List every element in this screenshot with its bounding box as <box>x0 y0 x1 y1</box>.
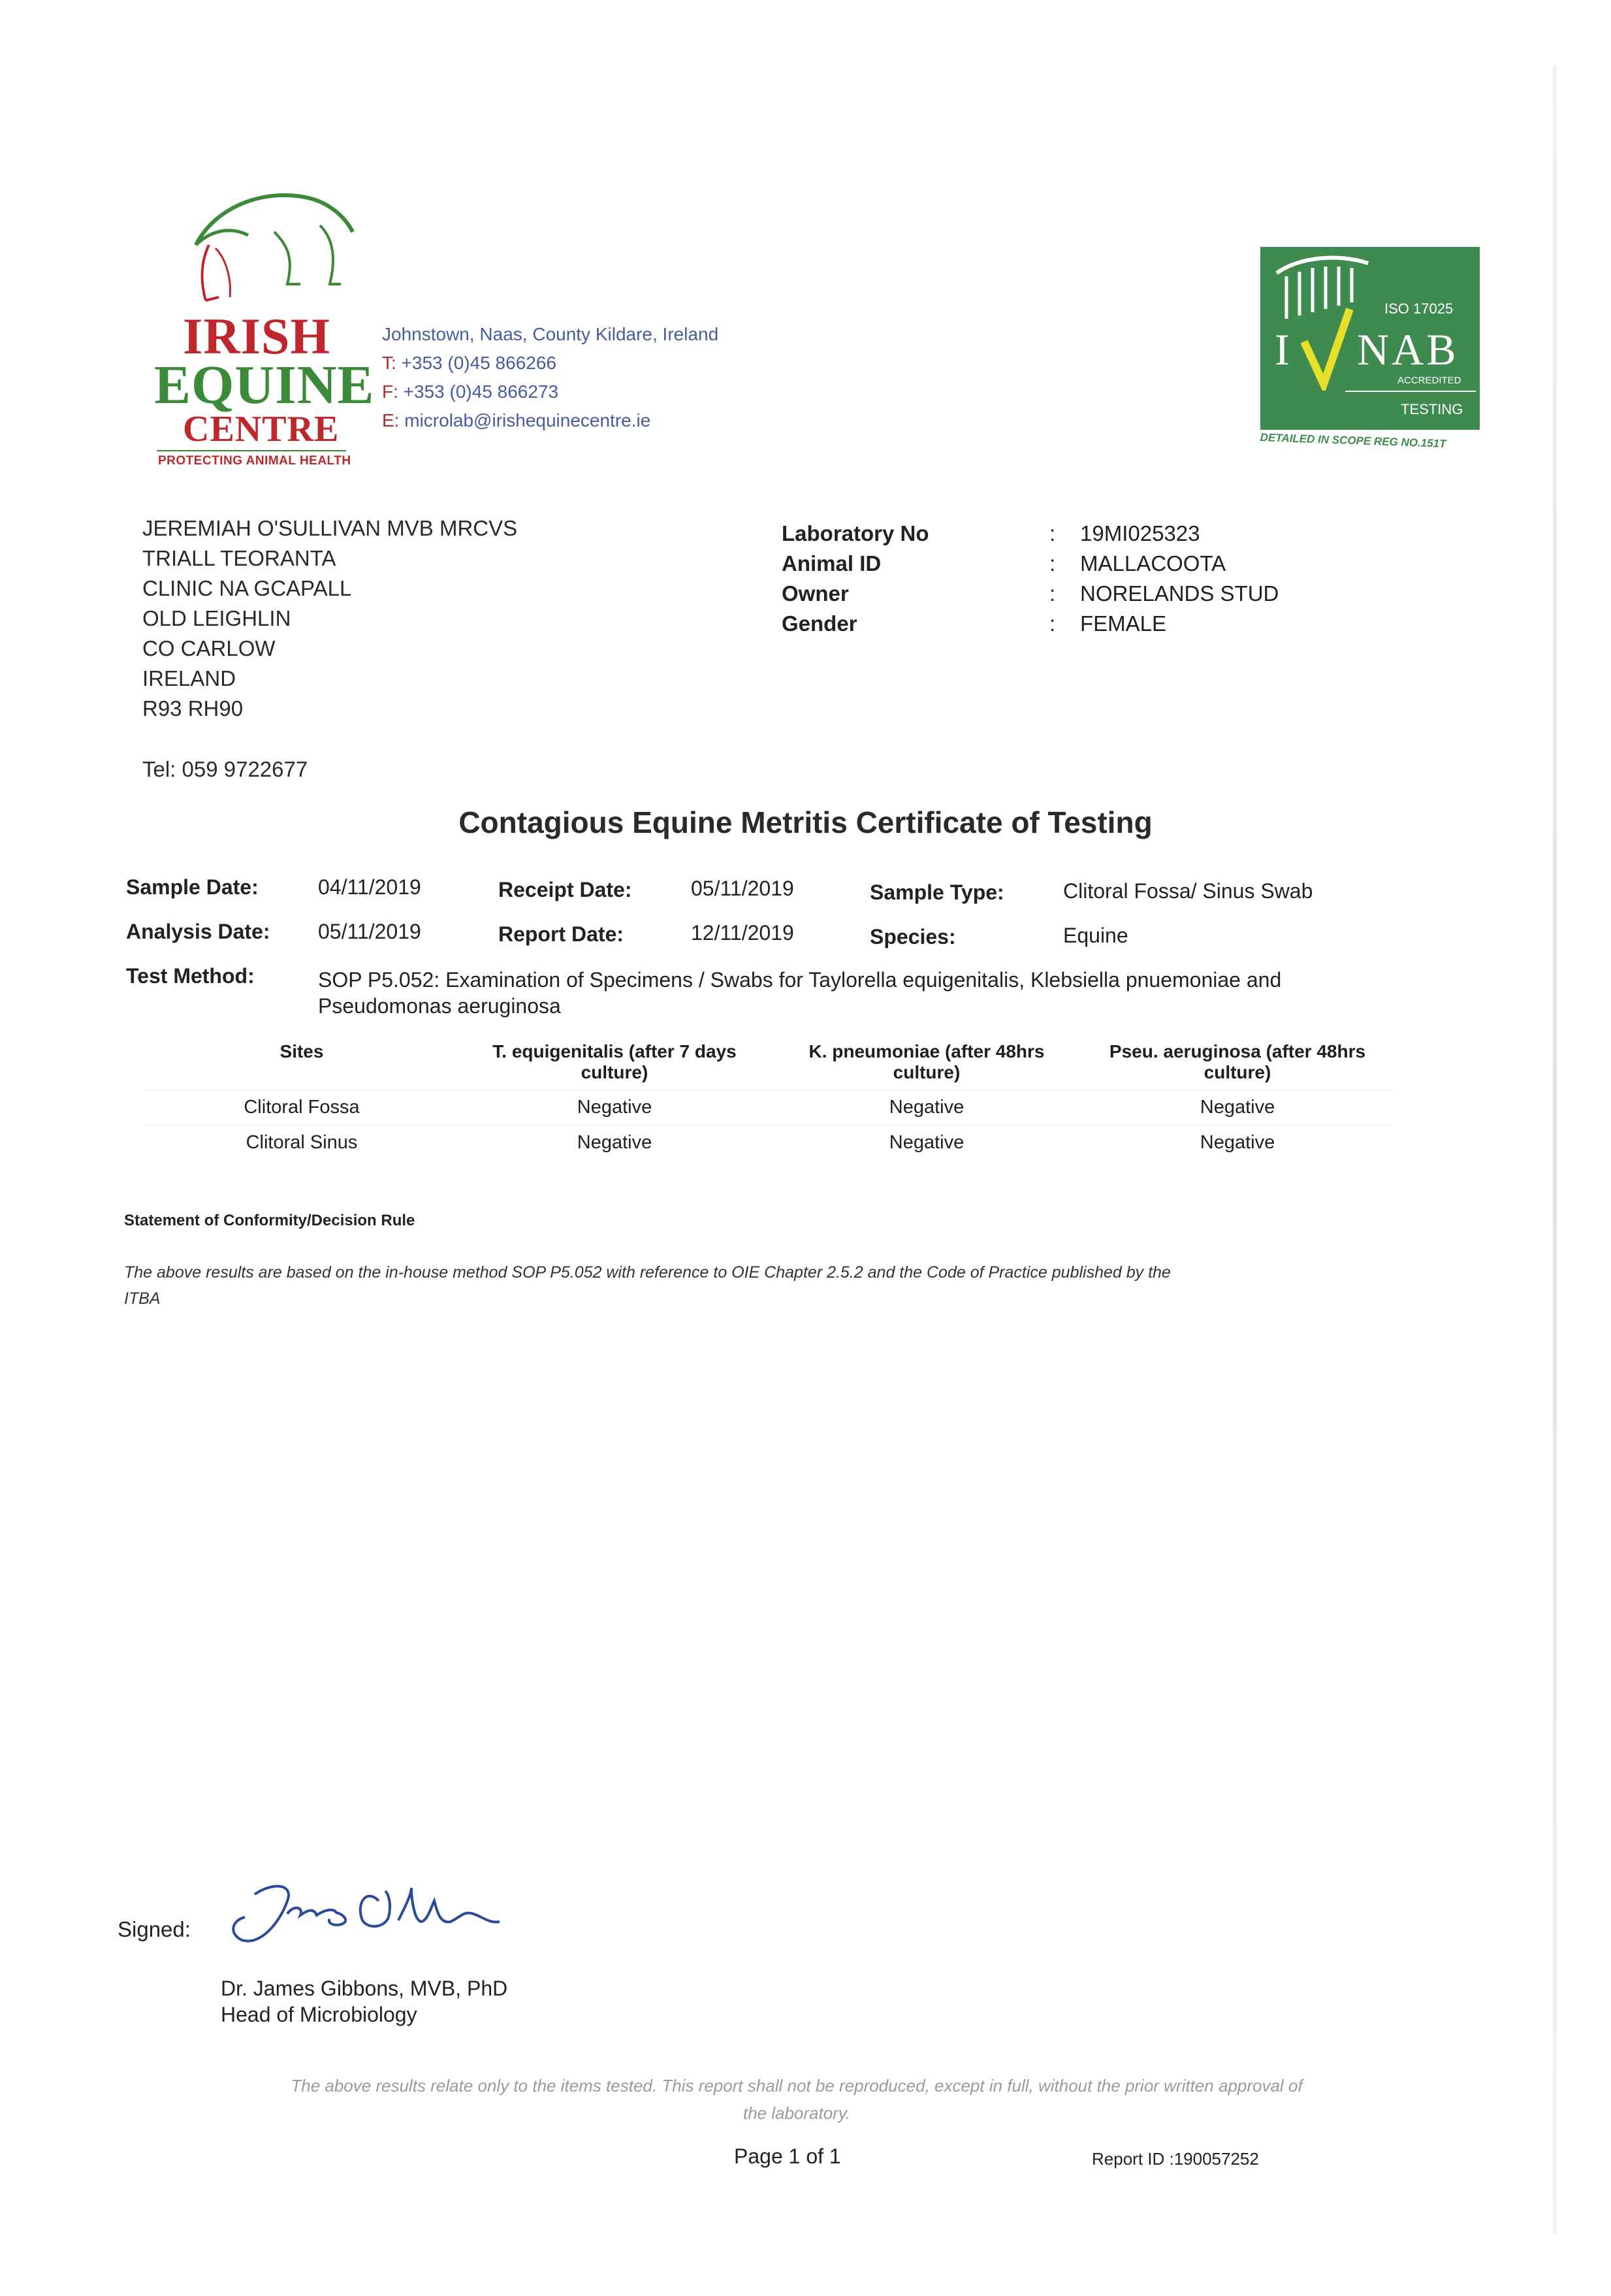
table-cell: Clitoral Fossa <box>145 1090 458 1125</box>
lab-info-sep: : <box>1049 581 1056 606</box>
lab-info-row <box>782 609 1500 639</box>
table-cell: Negative <box>458 1090 771 1125</box>
address-line: IRELAND <box>142 666 236 690</box>
results-table-wrap <box>145 1035 1392 1160</box>
conformity-line: The above results are based on the in-house method SOP P5.052 with reference to OIE Chapter 2.5.2 and the Code of Practice published by the <box>124 1263 1171 1282</box>
lab-info-label: Owner <box>782 581 849 606</box>
species-label: Species: <box>870 925 956 948</box>
address-line: TRIALL TEORANTA <box>142 546 336 570</box>
conformity-heading: Statement of Conformity/Decision Rule <box>124 1212 415 1229</box>
analysis-date-label: Analysis Date: <box>126 920 270 943</box>
table-header-row <box>145 1035 1392 1090</box>
address-line: CLINIC NA GCAPALL <box>142 576 352 600</box>
address-line: R93 RH90 <box>142 696 244 720</box>
phone-value: +353 (0)45 866266 <box>401 353 556 373</box>
address-line: OLD LEIGHLIN <box>142 606 291 630</box>
address-line: JEREMIAH O'SULLIVAN MVB MRCVS <box>142 516 518 540</box>
lab-info-block <box>782 519 1500 639</box>
email-value: microlab@irishequinecentre.ie <box>404 410 651 430</box>
lab-info-row <box>782 519 1500 549</box>
lab-address: Johnstown, Naas, County Kildare, Ireland <box>382 324 719 344</box>
species-value: Equine <box>1063 924 1128 947</box>
signed-label: Signed: <box>118 1917 191 1941</box>
logo-centre: CENTRE <box>183 409 340 449</box>
col-header-t-equigenitalis: T. equigenitalis (after 7 days culture) <box>458 1035 771 1090</box>
inab-accredited: ACCREDITED <box>1397 375 1461 386</box>
conformity-line: ITBA <box>124 1289 161 1308</box>
analysis-date-value: 05/11/2019 <box>318 920 421 943</box>
lab-info-sep: : <box>1049 551 1056 575</box>
lab-info-value: MALLACOOTA <box>1080 551 1226 575</box>
email-label: E: <box>382 410 400 430</box>
footer-disclaimer-line: the laboratory. <box>742 2103 851 2123</box>
table-cell: Negative <box>771 1090 1083 1125</box>
sample-type-label: Sample Type: <box>870 881 1004 904</box>
table-cell: Negative <box>458 1125 771 1161</box>
lab-info-value: NORELANDS STUD <box>1080 581 1279 606</box>
lab-info-label: Gender <box>782 611 857 636</box>
irish-equine-centre-logo <box>150 186 375 474</box>
lab-info-value: FEMALE <box>1080 611 1167 636</box>
page-number: Page 1 of 1 <box>734 2144 841 2168</box>
lab-phone <box>382 349 878 378</box>
horse-icon <box>170 186 366 310</box>
test-method-value <box>318 967 1428 1019</box>
col-header-pseu-aeruginosa: Pseu. aeruginosa (after 48hrs culture) <box>1083 1035 1392 1090</box>
lab-info-sep: : <box>1049 611 1056 636</box>
table-cell: Clitoral Sinus <box>145 1125 458 1161</box>
inab-check-icon <box>1301 306 1353 391</box>
inab-testing-rule <box>1345 391 1476 392</box>
col-header-sites: Sites <box>145 1035 458 1090</box>
fax-label: F: <box>382 381 398 402</box>
col-header-k-pneumoniae: K. pneumoniae (after 48hrs culture) <box>771 1035 1083 1090</box>
phone-label: T: <box>382 353 396 373</box>
signatory-title: Head of Microbiology <box>221 2003 417 2026</box>
logo-tagline-rule <box>157 450 346 451</box>
recipient-tel: Tel: 059 9722677 <box>142 757 308 781</box>
footer-disclaimer <box>183 2072 1411 2127</box>
footer-disclaimer-line: The above results relate only to the items tested. This report shall not be reproduced, except in full, without the prior written approval of <box>291 2076 1303 2095</box>
signatory-block <box>221 1975 507 2028</box>
inab-name-right: NAB <box>1357 325 1459 374</box>
fax-value: +353 (0)45 866273 <box>403 381 559 402</box>
lab-info-label: Animal ID <box>782 551 882 575</box>
logo-equine: EQUINE <box>154 355 375 415</box>
conformity-text <box>124 1259 1430 1312</box>
signatory-name: Dr. James Gibbons, MVB, PhD <box>221 1977 508 2000</box>
scan-edge <box>1553 65 1557 2234</box>
signature-image <box>215 1875 509 1966</box>
lab-info-sep: : <box>1049 521 1056 545</box>
lab-info-row <box>782 579 1500 609</box>
test-method-line: Pseudomonas aeruginosa <box>318 994 561 1018</box>
lab-info-label: Laboratory No <box>782 521 929 545</box>
report-date-value: 12/11/2019 <box>691 921 794 945</box>
lab-fax <box>382 378 878 406</box>
test-method-line: SOP P5.052: Examination of Specimens / Swabs for Taylorella equigenitalis, Klebsiella pnuemoniae and <box>318 968 1282 992</box>
report-date-label: Report Date: <box>498 922 624 946</box>
inab-name-left: I <box>1275 325 1290 374</box>
logo-tagline: PROTECTING ANIMAL HEALTH <box>158 454 351 468</box>
report-id: Report ID :190057252 <box>1092 2149 1259 2169</box>
lab-contact-block <box>382 320 878 435</box>
receipt-date-label: Receipt Date: <box>498 878 632 901</box>
recipient-address <box>142 513 730 724</box>
table-row <box>145 1090 1392 1125</box>
table-cell: Negative <box>1083 1090 1392 1125</box>
page-title: Contagious Equine Metritis Certificate of Testing <box>458 805 1153 839</box>
lab-email <box>382 406 878 435</box>
inab-iso: ISO 17025 <box>1384 300 1454 317</box>
receipt-date-value: 05/11/2019 <box>691 877 794 900</box>
lab-info-value: 19MI025323 <box>1080 521 1200 545</box>
test-method-label: Test Method: <box>126 964 255 988</box>
logo-irish: IRISH <box>183 308 331 364</box>
inab-testing: TESTING <box>1401 401 1463 417</box>
table-cell: Negative <box>1083 1125 1392 1161</box>
inab-scope: DETAILED IN SCOPE REG NO.151T <box>1260 431 1446 450</box>
sample-date-label: Sample Date: <box>126 875 259 899</box>
sample-type-value: Clitoral Fossa/ Sinus Swab <box>1063 879 1313 903</box>
results-table <box>145 1035 1392 1160</box>
address-line: CO CARLOW <box>142 636 276 660</box>
table-cell: Negative <box>771 1125 1083 1161</box>
lab-info-row <box>782 549 1500 579</box>
inab-accreditation-badge <box>1260 247 1480 450</box>
table-row <box>145 1125 1392 1161</box>
sample-date-value: 04/11/2019 <box>318 875 421 899</box>
